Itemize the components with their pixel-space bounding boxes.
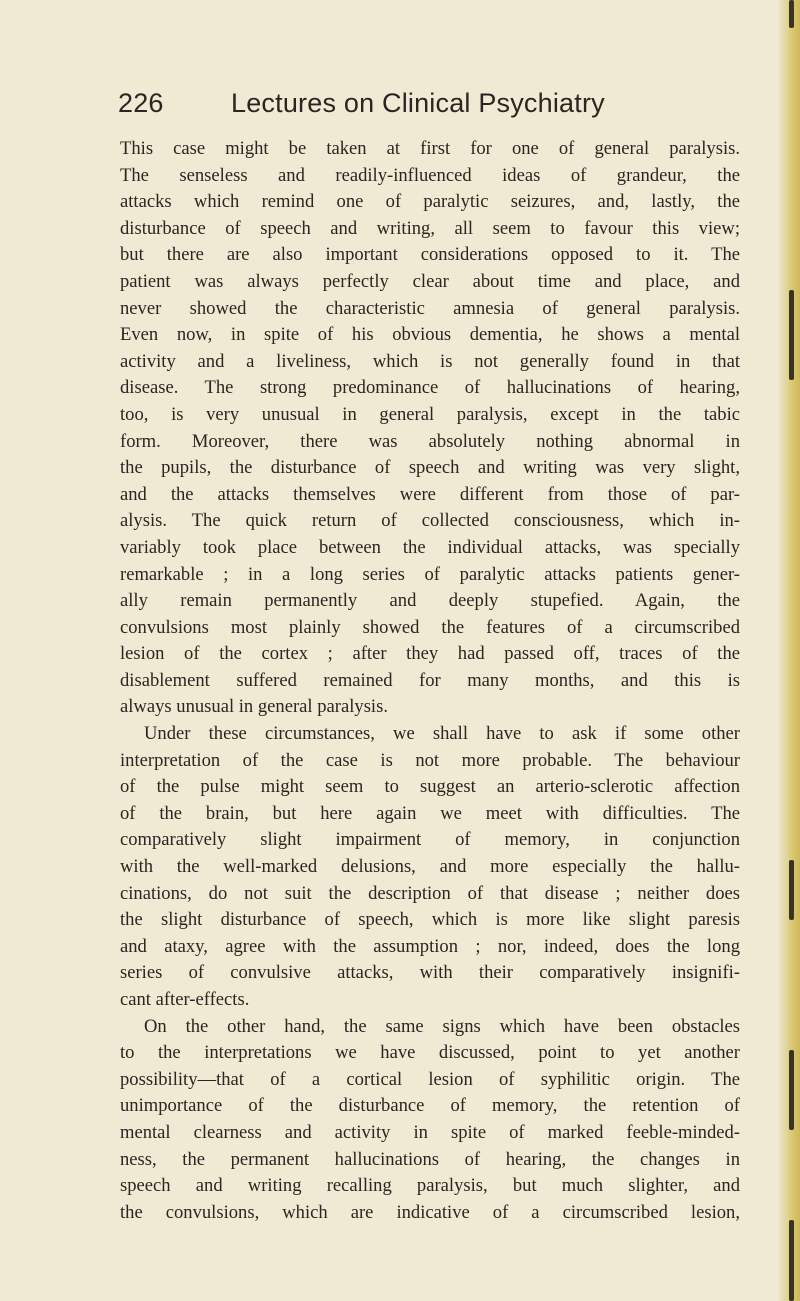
page-edge bbox=[778, 0, 800, 1301]
text-line: comparatively slight impairment of memory, in conjunction bbox=[120, 829, 740, 851]
text-line: This case might be taken at first for one of general paralysis. bbox=[120, 138, 740, 159]
text-line: the slight disturbance of speech, which is more like slight paresis bbox=[120, 909, 740, 931]
body-text bbox=[120, 136, 740, 1226]
text-line: attacks which remind one of paralytic seizures, and, lastly, the bbox=[120, 191, 740, 213]
text-line: convulsions most plainly showed the features of a circumscribed bbox=[120, 616, 740, 638]
text-line: possibility—that of a cortical lesion of syphilitic origin. The bbox=[120, 1068, 740, 1090]
text-line: remarkable ; in a long series of paralytic attacks patients gener- bbox=[120, 563, 740, 585]
text-line: form. Moreover, there was absolutely nothing abnormal in bbox=[120, 430, 740, 452]
text-line: On the other hand, the same signs which have been obstacles bbox=[144, 1015, 740, 1037]
text-line: unimportance of the disturbance of memory, the retention of bbox=[120, 1095, 740, 1117]
text-line: too, is very unusual in general paralysis, except in the tabic bbox=[120, 403, 740, 425]
text-line: the convulsions, which are indicative of a circumscribed lesion, bbox=[120, 1201, 740, 1223]
running-head bbox=[118, 88, 738, 128]
text-line: Under these circumstances, we shall have to ask if some other bbox=[144, 723, 740, 745]
text-line: and ataxy, agree with the assumption ; nor, indeed, does the long bbox=[120, 935, 740, 957]
text-line: The senseless and readily-influenced ideas of grandeur, the bbox=[120, 164, 740, 186]
text-line: to the interpretations we have discussed, point to yet another bbox=[120, 1042, 740, 1064]
text-line: variably took place between the individual attacks, was specially bbox=[120, 536, 740, 558]
text-line: alysis. The quick return of collected consciousness, which in- bbox=[120, 510, 740, 532]
text-line: the pupils, the disturbance of speech and writing was very slight, bbox=[120, 457, 740, 479]
text-line: series of convulsive attacks, with their comparatively insignifi- bbox=[120, 962, 740, 984]
text-line: always unusual in general paralysis. bbox=[120, 696, 388, 718]
text-line: cinations, do not suit the description of that disease ; neither does bbox=[120, 882, 740, 904]
page-number: 226 bbox=[118, 88, 164, 118]
text-line: with the well-marked delusions, and more especially the hallu- bbox=[120, 856, 740, 878]
text-line: Even now, in spite of his obvious dementia, he shows a mental bbox=[120, 324, 740, 346]
text-line: patient was always perfectly clear about time and place, and bbox=[120, 270, 740, 292]
text-line: but there are also important considerations opposed to it. The bbox=[120, 244, 740, 266]
text-line: speech and writing recalling paralysis, but much slighter, and bbox=[120, 1175, 740, 1197]
text-line: never showed the characteristic amnesia of general paralysis. bbox=[120, 297, 740, 319]
text-line: disturbance of speech and writing, all seem to favour this view; bbox=[120, 217, 740, 239]
text-line: mental clearness and activity in spite of marked feeble-minded- bbox=[120, 1121, 740, 1143]
text-line: and the attacks themselves were different from those of par- bbox=[120, 483, 740, 505]
text-line: of the brain, but here again we meet with difficulties. The bbox=[120, 802, 740, 824]
text-line: cant after-effects. bbox=[120, 989, 250, 1010]
text-line: ally remain permanently and deeply stupefied. Again, the bbox=[120, 590, 740, 612]
text-line: ness, the permanent hallucinations of hearing, the changes in bbox=[120, 1148, 740, 1170]
text-line: interpretation of the case is not more probable. The behaviour bbox=[120, 749, 740, 771]
text-line: disablement suffered remained for many months, and this is bbox=[120, 669, 740, 691]
text-line: disease. The strong predominance of hallucinations of hearing, bbox=[120, 377, 740, 399]
text-line: of the pulse might seem to suggest an arterio-sclerotic affection bbox=[120, 776, 740, 798]
page-title: Lectures on Clinical Psychiatry bbox=[231, 88, 605, 118]
text-line: activity and a liveliness, which is not generally found in that bbox=[120, 350, 740, 372]
text-line: lesion of the cortex ; after they had passed off, traces of the bbox=[120, 643, 740, 665]
